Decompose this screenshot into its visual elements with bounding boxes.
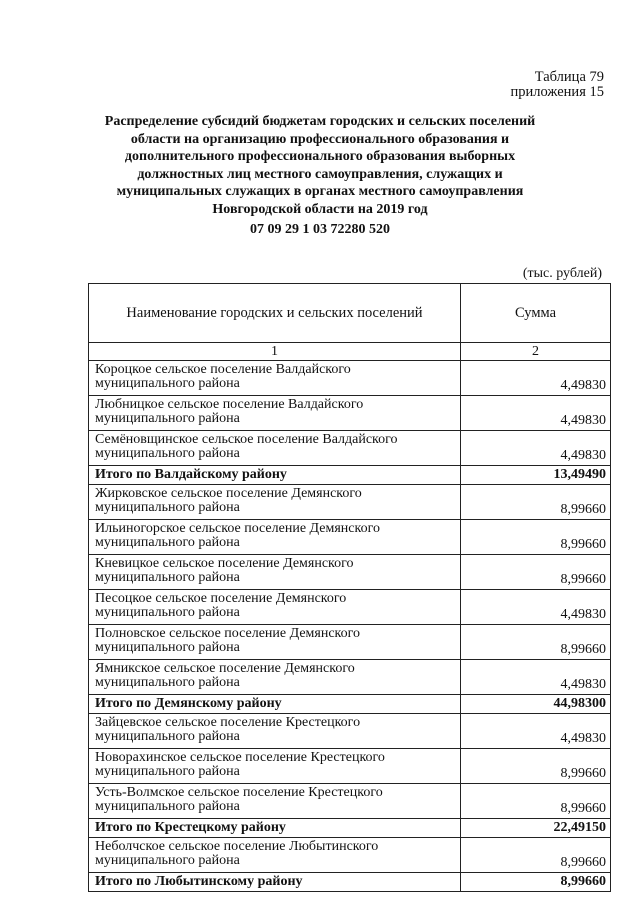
settlement-name-line: Ямникское сельское поселение Демянского bbox=[95, 661, 355, 676]
district-total-label: Итого по Валдайскому району bbox=[89, 466, 461, 485]
settlement-name bbox=[89, 838, 461, 873]
settlement-amount: 4,49830 bbox=[461, 361, 611, 396]
settlement-name-line: муниципального района bbox=[95, 798, 240, 814]
settlement-name-line: Новорахинское сельское поселение Крестецкого bbox=[95, 750, 385, 765]
table-number: Таблица 79 bbox=[534, 69, 604, 85]
settlement-row bbox=[89, 749, 611, 784]
settlement-amount: 8,99660 bbox=[461, 838, 611, 873]
settlement-name-line: муниципального района bbox=[95, 604, 240, 620]
settlement-name bbox=[89, 714, 461, 749]
settlement-row bbox=[89, 590, 611, 625]
title-line: дополнительного профессионального образования выборных bbox=[124, 149, 516, 165]
title-line: муниципальных служащих в органах местного самоуправления bbox=[116, 184, 524, 200]
settlement-amount: 8,99660 bbox=[461, 485, 611, 520]
settlement-row bbox=[89, 485, 611, 520]
appendix-reference: приложения 15 bbox=[510, 84, 604, 100]
settlement-row bbox=[89, 396, 611, 431]
settlement-row bbox=[89, 625, 611, 660]
settlement-name bbox=[89, 361, 461, 396]
settlement-name bbox=[89, 590, 461, 625]
settlement-amount: 8,99660 bbox=[461, 625, 611, 660]
settlement-name-line: муниципального района bbox=[95, 728, 240, 744]
budget-classification-code: 07 09 29 1 03 72280 520 bbox=[250, 222, 390, 237]
title-line: области на организацию профессионального образования и bbox=[130, 131, 510, 147]
settlement-name bbox=[89, 431, 461, 466]
settlement-name bbox=[89, 485, 461, 520]
district-total-row bbox=[89, 873, 611, 892]
document-title bbox=[90, 113, 550, 219]
settlement-name-line: муниципального района bbox=[95, 410, 240, 426]
column-number: 1 bbox=[89, 343, 461, 361]
table-header-row bbox=[89, 284, 611, 343]
settlement-name-line: Песоцкое сельское поселение Демянского bbox=[95, 591, 347, 606]
settlement-name-line: муниципального района bbox=[95, 763, 240, 779]
district-total-row bbox=[89, 695, 611, 714]
column-header-name: Наименование городских и сельских поселений bbox=[89, 284, 461, 343]
settlement-name-line: муниципального района bbox=[95, 499, 240, 515]
settlement-name-line: Жирковское сельское поселение Демянского bbox=[95, 486, 362, 501]
settlement-row bbox=[89, 784, 611, 819]
settlement-amount: 4,49830 bbox=[461, 660, 611, 695]
settlement-row bbox=[89, 660, 611, 695]
settlement-name-line: Усть-Волмское сельское поселение Крестецкого bbox=[95, 785, 383, 800]
total-amount: 22,49150 bbox=[461, 819, 611, 838]
settlement-amount: 4,49830 bbox=[461, 396, 611, 431]
settlement-row bbox=[89, 838, 611, 873]
settlement-name bbox=[89, 749, 461, 784]
settlement-row bbox=[89, 714, 611, 749]
column-number-row bbox=[89, 343, 611, 361]
title-line: Новгородской области на 2019 год bbox=[212, 201, 428, 217]
district-total-label: Итого по Крестецкому району bbox=[89, 819, 461, 838]
settlement-name bbox=[89, 784, 461, 819]
settlement-row bbox=[89, 431, 611, 466]
total-amount: 8,99660 bbox=[461, 873, 611, 892]
units-label: (тыс. рублей) bbox=[522, 266, 602, 281]
district-total-row bbox=[89, 466, 611, 485]
total-amount: 13,49490 bbox=[461, 466, 611, 485]
settlement-name-line: Короцкое сельское поселение Валдайского bbox=[95, 362, 351, 377]
settlement-amount: 8,99660 bbox=[461, 749, 611, 784]
settlement-name-line: Любницкое сельское поселение Валдайского bbox=[95, 397, 364, 412]
district-total-label: Итого по Любытинскому району bbox=[89, 873, 461, 892]
settlement-row bbox=[89, 361, 611, 396]
title-line: должностных лиц местного самоуправления, служащих и bbox=[137, 166, 503, 182]
settlement-name bbox=[89, 555, 461, 590]
settlement-amount: 8,99660 bbox=[461, 520, 611, 555]
settlement-row bbox=[89, 555, 611, 590]
settlement-name-line: Кневицкое сельское поселение Демянского bbox=[95, 556, 354, 571]
total-amount: 44,98300 bbox=[461, 695, 611, 714]
district-total-label: Итого по Демянскому району bbox=[89, 695, 461, 714]
settlement-name bbox=[89, 520, 461, 555]
settlement-name bbox=[89, 660, 461, 695]
settlement-name-line: Неболчское сельское поселение Любытинского bbox=[95, 839, 379, 854]
settlement-amount: 8,99660 bbox=[461, 555, 611, 590]
settlement-name-line: муниципального района bbox=[95, 375, 240, 391]
subsidy-table bbox=[88, 283, 611, 892]
settlement-name bbox=[89, 625, 461, 660]
settlement-amount: 8,99660 bbox=[461, 784, 611, 819]
settlement-amount: 4,49830 bbox=[461, 714, 611, 749]
settlement-name-line: Полновское сельское поселение Демянского bbox=[95, 626, 361, 641]
settlement-name-line: муниципального района bbox=[95, 534, 240, 550]
column-number: 2 bbox=[461, 343, 611, 361]
table-body bbox=[89, 284, 611, 892]
settlement-amount: 4,49830 bbox=[461, 590, 611, 625]
district-total-row bbox=[89, 819, 611, 838]
table-reference bbox=[511, 70, 604, 100]
settlement-name-line: муниципального района bbox=[95, 569, 240, 585]
settlement-name-line: муниципального района bbox=[95, 445, 240, 461]
settlement-amount: 4,49830 bbox=[461, 431, 611, 466]
title-line: Распределение субсидий бюджетам городских и сельских поселений bbox=[104, 114, 536, 129]
settlement-name-line: Ильиногорское сельское поселение Демянского bbox=[95, 521, 380, 536]
settlement-row bbox=[89, 520, 611, 555]
settlement-name-line: муниципального района bbox=[95, 852, 240, 868]
settlement-name-line: Зайцевское сельское поселение Крестецкого bbox=[95, 715, 361, 730]
settlement-name-line: Семёновщинское сельское поселение Валдайского bbox=[95, 432, 398, 447]
settlement-name bbox=[89, 396, 461, 431]
column-header-sum: Сумма bbox=[461, 284, 611, 343]
settlement-name-line: муниципального района bbox=[95, 674, 240, 690]
settlement-name-line: муниципального района bbox=[95, 639, 240, 655]
